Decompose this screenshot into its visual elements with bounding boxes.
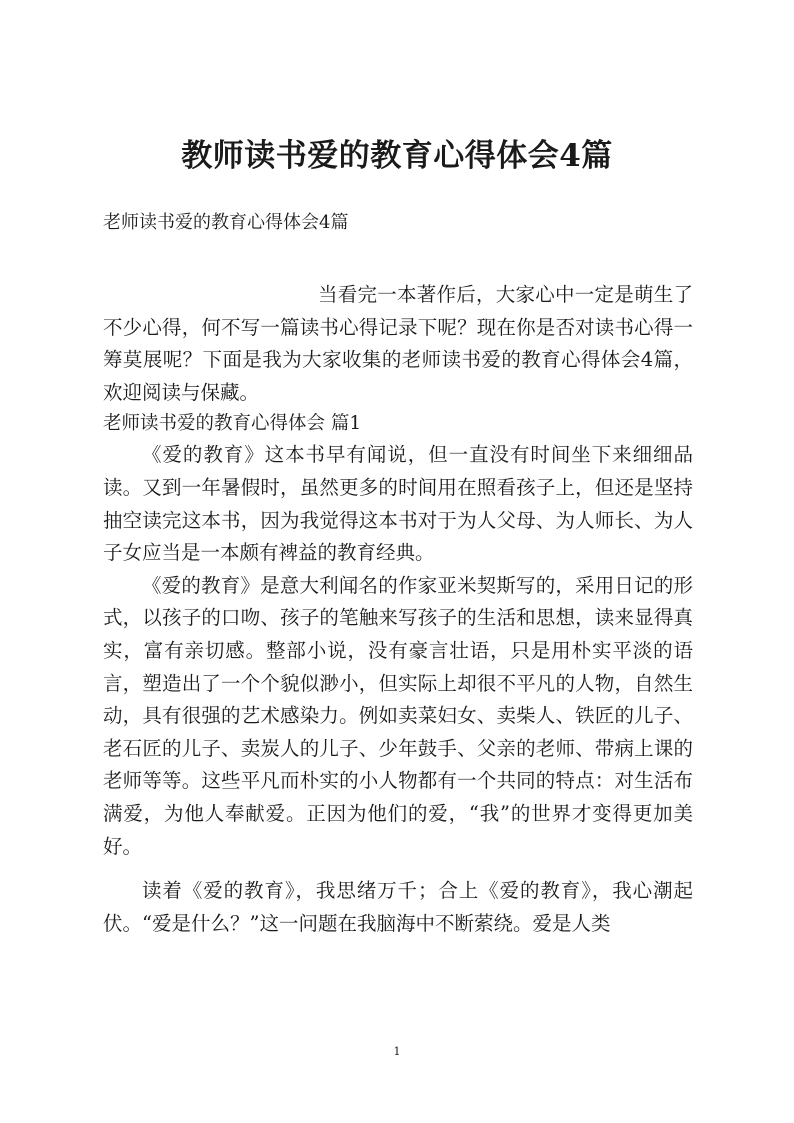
body-paragraph: 《爱的教育》是意大利闻名的作家亚米契斯写的，采用日记的形式，以孩子的口吻、孩子的笔触来写孩子的生活和思想，读来显得真实，富有亲切感。整部小说，没有豪言壮语，只是用朴实平淡的语言，塑造出了一个个貌似渺小，但实际上却很不平凡的人物，自然生动，具有很强的艺术感染力。例如卖菜妇女、卖柴人、铁匠的儿子、老石匠的儿子、卖炭人的儿子、少年鼓手、父亲的老师、带病上课的老师等等。这些平凡而朴实的小人物都有一个共同的特点：对生活布满爱，为他人奉献爱。正因为他们的爱，“我”的世界才变得更加美好。 (103, 573, 693, 858)
document-subtitle: 老师读书爱的教育心得体会4篇 (103, 212, 349, 233)
document-body (103, 279, 693, 940)
body-paragraph: 读着《爱的教育》，我思绪万千；合上《爱的教育》，我心潮起伏。“爱是什么？”这一问题在我脑海中不断萦绕。爱是人类 (103, 879, 693, 935)
section-heading: 老师读书爱的教育心得体会 篇1 (103, 413, 362, 435)
page-number: 1 (393, 1045, 401, 1058)
intro-paragraph: 当看完一本著作后，大家心中一定是萌生了不少心得，何不写一篇读书心得记录下呢？现在你是否对读书心得一筹莫展呢？下面是我为大家收集的老师读书爱的教育心得体会4篇，欢迎阅读与保藏。 (103, 283, 693, 404)
body-paragraph: 《爱的教育》这本书早有闻说，但一直没有时间坐下来细细品读。又到一年暑假时，虽然更多的时间用在照看孩子上，但还是坚持抽空读完这本书，因为我觉得这本书对于为人父母、为人师长、为人子女应当是一本颇有裨益的教育经典。 (103, 443, 693, 565)
document-title: 教师读书爱的教育心得体会4篇 (181, 138, 613, 174)
